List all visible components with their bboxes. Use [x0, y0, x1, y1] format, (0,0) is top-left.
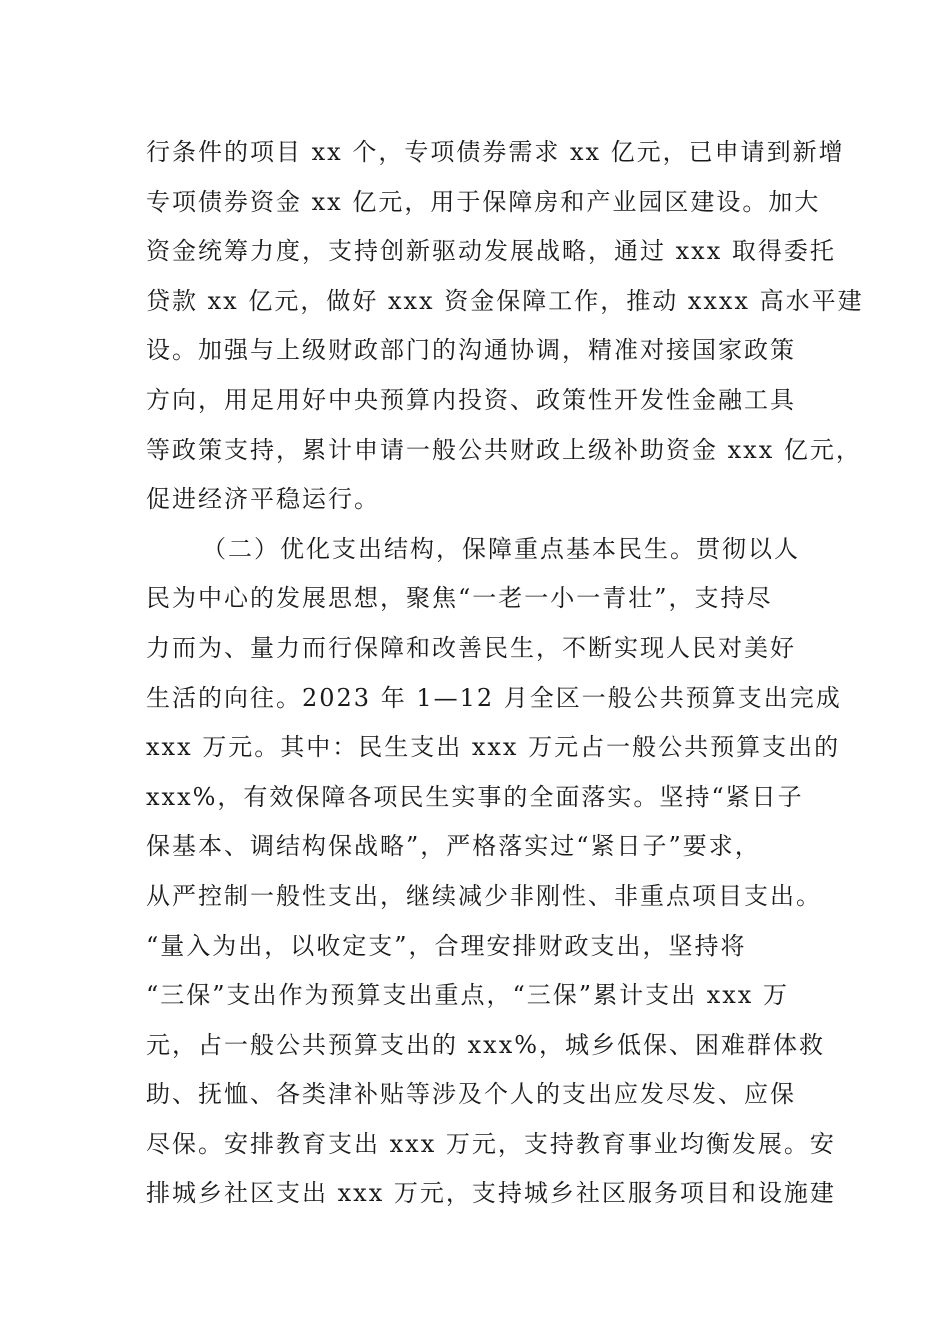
text-line: 民为中心的发展思想，聚焦“一老一小一青壮”，支持尽 [146, 584, 773, 613]
text-line: 设。加强与上级财政部门的沟通协调，精准对接国家政策 [146, 336, 796, 365]
text-line: 排城乡社区支出 xxx 万元，支持城乡社区服务项目和设施建 [146, 1179, 836, 1208]
text-line: 助、抚恤、各类津补贴等涉及个人的支出应发尽发、应保 [146, 1080, 796, 1109]
body-text [146, 128, 864, 1219]
text-line: 等政策支持，累计申请一般公共财政上级补助资金 xxx 亿元， [146, 435, 862, 464]
text-line: 元，占一般公共预算支出的 xxx%，城乡低保、困难群体救 [146, 1030, 826, 1059]
text-line: xxx%，有效保障各项民生实事的全面落实。坚持“紧日子 [146, 782, 804, 811]
text-line: xxx 万元。其中：民生支出 xxx 万元占一般公共预算支出的 [146, 733, 841, 762]
text-line: 生活的向往。2023 年 1—12 月全区一般公共预算支出完成 [146, 683, 842, 712]
text-line: 保基本、调结构保战略”，严格落实过“紧日子”要求， [146, 832, 761, 861]
section-heading-line: （二）优化支出结构，保障重点基本民生。贯彻以人 [202, 534, 800, 563]
text-line: “三保”支出作为预算支出重点，“三保”累计支出 xxx 万 [146, 981, 789, 1010]
text-line: 专项债券资金 xx 亿元，用于保障房和产业园区建设。加大 [146, 187, 821, 216]
text-line: 方向，用足用好中央预算内投资、政策性开发性金融工具 [146, 385, 796, 414]
text-line: 从严控制一般性支出，继续减少非刚性、非重点项目支出。 [146, 881, 822, 910]
text-line: 力而为、量力而行保障和改善民生，不断实现人民对美好 [146, 633, 796, 662]
text-line: “量入为出，以收定支”，合理安排财政支出，坚持将 [146, 931, 747, 960]
text-line: 贷款 xx 亿元，做好 xxx 资金保障工作，推动 xxxx 高水平建 [146, 286, 864, 315]
text-line: 促进经济平稳运行。 [146, 485, 380, 514]
text-line: 尽保。安排教育支出 xxx 万元，支持教育事业均衡发展。安 [146, 1129, 836, 1158]
text-line: 资金统筹力度，支持创新驱动发展战略，通过 xxx 取得委托 [146, 237, 836, 266]
text-line: 行条件的项目 xx 个，专项债券需求 xx 亿元，已申请到新增 [146, 138, 845, 166]
